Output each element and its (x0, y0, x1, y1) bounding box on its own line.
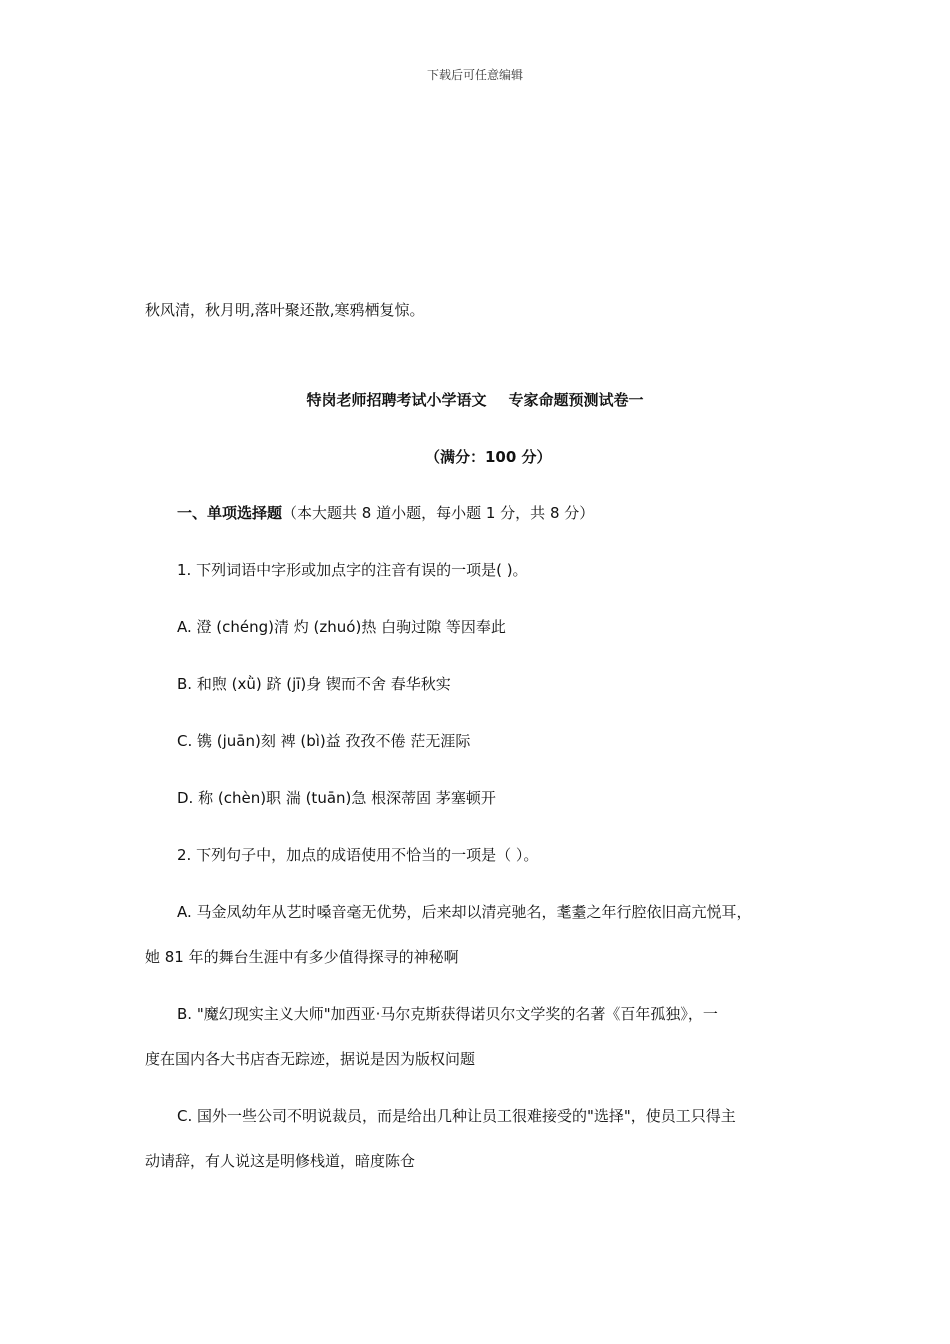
title-part-1: 特岗老师招聘考试小学语文 (306, 391, 487, 409)
poem-line: 秋风清，秋月明,落叶聚还散,寒鸦栖复惊。 (145, 301, 425, 319)
question-1-stem: 1. 下列词语中字形或加点字的注音有误的一项是( )。 (177, 561, 528, 579)
question-1-option-a: A. 澄 (chéng)清 灼 (zhuó)热 白驹过隙 等因奉此 (177, 618, 506, 636)
section-note: （本大题共 8 道小题，每小题 1 分，共 8 分） (282, 504, 595, 522)
question-1-option-c: C. 镌 (juān)刻 裨 (bì)益 孜孜不倦 茫无涯际 (177, 732, 471, 750)
section-heading: 一、单项选择题 (177, 504, 283, 522)
title-part-2: 专家命题预测试卷一 (508, 391, 644, 409)
page-header: 下载后可任意编辑 (426, 68, 523, 82)
document-title (0, 390, 950, 410)
question-1-option-b: B. 和煦 (xǜ) 跻 (jī)身 锲而不舍 春华秋实 (177, 675, 451, 693)
question-2-option-c-line-1: C. 国外一些公司不明说裁员，而是给出几种让员工很难接受的"选择"，使员工只得主 (177, 1107, 736, 1125)
question-2-option-c-line-2: 动请辞，有人说这是明修栈道，暗度陈仓 (145, 1152, 416, 1170)
question-2-option-a-line-2: 她 81 年的舞台生涯中有多少值得探寻的神秘啊 (145, 948, 459, 966)
question-2-option-b-line-2: 度在国内各大书店杳无踪迹，据说是因为版权问题 (145, 1050, 476, 1068)
score-line: （满分：100 分） (425, 448, 552, 466)
section-heading-line (177, 503, 594, 523)
question-2-stem: 2. 下列句子中，加点的成语使用不恰当的一项是（ ）。 (177, 846, 539, 864)
question-1-option-d: D. 称 (chèn)职 湍 (tuān)急 根深蒂固 茅塞顿开 (177, 789, 496, 807)
question-2-option-b-line-1: B. "魔幻现实主义大师"加西亚·马尔克斯获得诺贝尔文学奖的名著《百年孤独》，一 (177, 1005, 718, 1023)
question-2-option-a-line-1: A. 马金凤幼年从艺时嗓音毫无优势，后来却以清亮驰名，耄耋之年行腔依旧高亢悦耳， (177, 903, 752, 921)
